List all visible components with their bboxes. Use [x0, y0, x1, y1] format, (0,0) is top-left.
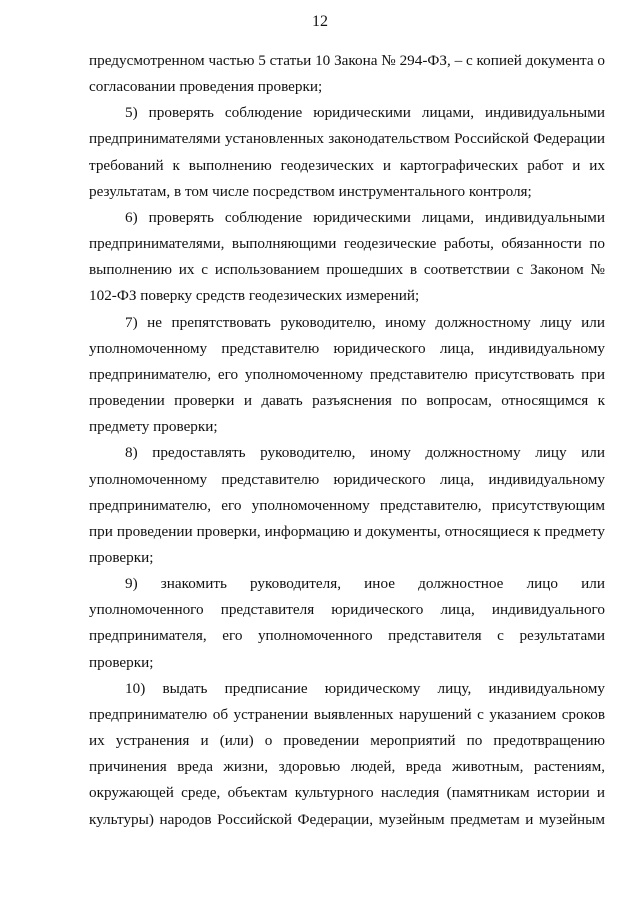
- page-number: 12: [312, 13, 328, 30]
- paragraph-item-5: 5) проверять соблюдение юридическими лицами, индивидуальными предпринимателями установленных законодательством Российской Федерации требований к выполнению геодезических и картографических работ и их результатам, в том числе посредством инструментального контроля;: [89, 104, 605, 200]
- paragraph-item-7: 7) не препятствовать руководителю, иному должностному лицу или уполномоченному представителю юридического лица, индивидуальному предпринимателю, его уполномоченному представителю присутствовать при проведении проверки и давать разъяснения по вопросам, относящимся к предмету проверки;: [89, 313, 605, 436]
- paragraph-continuation: предусмотренном частью 5 статьи 10 Закона № 294-ФЗ, – с копией документа о согласовании проведения проверки;: [89, 52, 605, 96]
- paragraph-item-8: 8) предоставлять руководителю, иному должностному лицу или уполномоченному представителю юридического лица, индивидуальному предпринимателю, его уполномоченному представителю, присутствующим при проведении проверки, информацию и документы, относящиеся к предмету проверки;: [89, 444, 605, 566]
- document-body: [89, 48, 605, 833]
- paragraph-item-10: 10) выдать предписание юридическому лицу, индивидуальному предпринимателю об устранении выявленных нарушений с указанием сроков их устранения и (или) о проведении мероприятий по предотвращению причинения вреда жизни, здоровью людей, вреда животным, растениям, окружающей среде, объектам культурного наследия (памятникам истории и культуры) народов Российской Федерации, музейным предметам и музейным: [89, 679, 605, 828]
- paragraph-item-6: 6) проверять соблюдение юридическими лицами, индивидуальными предпринимателями, выполняющими геодезические работы, обязанности по выполнению их с использованием прошедших в соответствии с Законом № 102-ФЗ поверку средств геодезических измерений;: [89, 208, 605, 305]
- paragraph-item-9: 9) знакомить руководителя, иное должностное лицо или уполномоченного представителя юридического лица, индивидуального предпринимателя, его уполномоченного представителя с результатами проверки;: [89, 575, 605, 671]
